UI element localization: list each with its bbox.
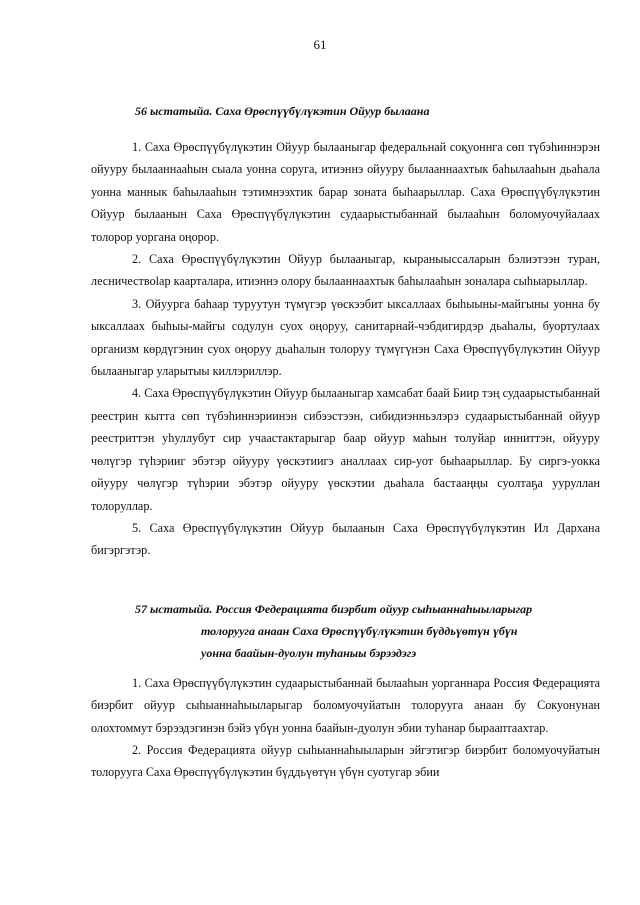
page-number: 61: [313, 37, 327, 52]
article-56-paragraph-5: 5. Саха Өрөспүүбүлүкэтин Ойуур былаанын Саха Өрөспүүбүлүкэтин Ил Дархана бигэргэтэр.: [91, 520, 600, 558]
article-56-body: [91, 136, 600, 562]
article-57-body: [91, 672, 600, 784]
article-56-paragraph-1: 1. Саха Өрөспүүбүлүкэтин Ойуур былааныгар федеральнай соқуоннга сөп түбэһиннэрэн ойуурy былааннааһын сыала уонна соруга, итиэннэ ойуурy былааннаахтык баһылааһын дьаһала уонна маннык баһылааһын тэтимнээхтик барар зоната быһаарыллар. Саха Өрөспүүбүлүкэтин Ойуур былаанын Саха Өрөспүүбүлүкэтин судаарыстыбаннай былааһын боломуочуйалаах толорор уоргана оңорор.: [91, 140, 600, 244]
article-57-heading-line-2: толорууга анаан Саха Өрөспүүбүлүкэтин бүддьүөтүн үбүн: [201, 623, 518, 638]
article-57-paragraph-1: 1. Саха Өрөспүүбүлүкэтин судаарыстыбаннай былааһын уорганнара Россия Федерациятa биэрбит ойуур сыһыаннаһыыларыгар боломуочуйатын толорууга анаан бу Сокуонунан олохтоммут бэрээдэгинэн бэйэ үбүн уонна баайын-дуолун эбии туһанар бырааптаахтар.: [91, 675, 600, 735]
article-57-heading-line-3: уонна баайын-дуолун туһаныы бэрээдэгэ: [201, 645, 417, 660]
article-57-heading: [91, 598, 600, 664]
article-56-paragraph-2: 2. Саха Өрөспүүбүлүкэтин Ойуур былааныгар, кыраныыссаларын бэлиэтээн туран, лесничествolap каарталара, итиэннэ олору былааннаахтык баһылааһын зоналара сыһыарыллар.: [91, 252, 600, 289]
article-56-paragraph-3: 3. Ойуурга баһаар туруутун түмүгэр үөскээбит ыксаллаах быһыыны-майгыны уонна бу ыксаллаах быһыы-майгы содулун суох оңоруу, санитарнай-чэбдигирдэр дьаһалы, буортулаах организм көрдүгэнин суох оңоруу дьаһалын толоруу түмүгүнэн Саха Өрөспүүбүлүкэтин Ойуур былааныгар уларытыы киллэриллэр.: [91, 296, 600, 379]
document-body: [91, 100, 600, 784]
article-57-paragraph-2: 2. Россия Федерациятa ойуур сыһыаннаһыыларын эйгэтигэр биэрбит боломуочуйатын толорууга Саха Өрөспүүбүлүкэтин бүддьүөтүн үбүн суотугар эбии: [91, 742, 600, 780]
article-56-paragraph-4: 4. Саха Өрөспүүбүлүкэтин Ойуур былааныгар хамсабат баай Биир тэң судаарыстыбаннай реестрин кытта сөп түбэһиннэриинэн сибээстээн, сибидиэнньэлэрэ судаарыстыбаннай ойуур реестриттэн уһуллубут сир учаастактарыгар баар ойуур маһын толуйар инниттэн, ойуурy чөлүгэр түһэрииг эбэтэр ойуурy үөскэтиигэ аналлаах сир-уот быһаарыллар. Бу сиргэ-уокка ойуурy чөлүгэр түһэрии эбэтэр ойуурy үөскэтии дьаһала бастааңңы суолтаҕа ууруллан толоруллар.: [91, 386, 600, 513]
article-57-heading-line-1: 57 ыстатыйа. Россия Федерациятa биэрбит ойуур сыһыаннаһыыларыгар: [135, 601, 533, 616]
article-56-heading: 56 ыстатыйа. Саха Өрөспүүбүлүкэтин Ойуур былаана: [135, 104, 430, 118]
